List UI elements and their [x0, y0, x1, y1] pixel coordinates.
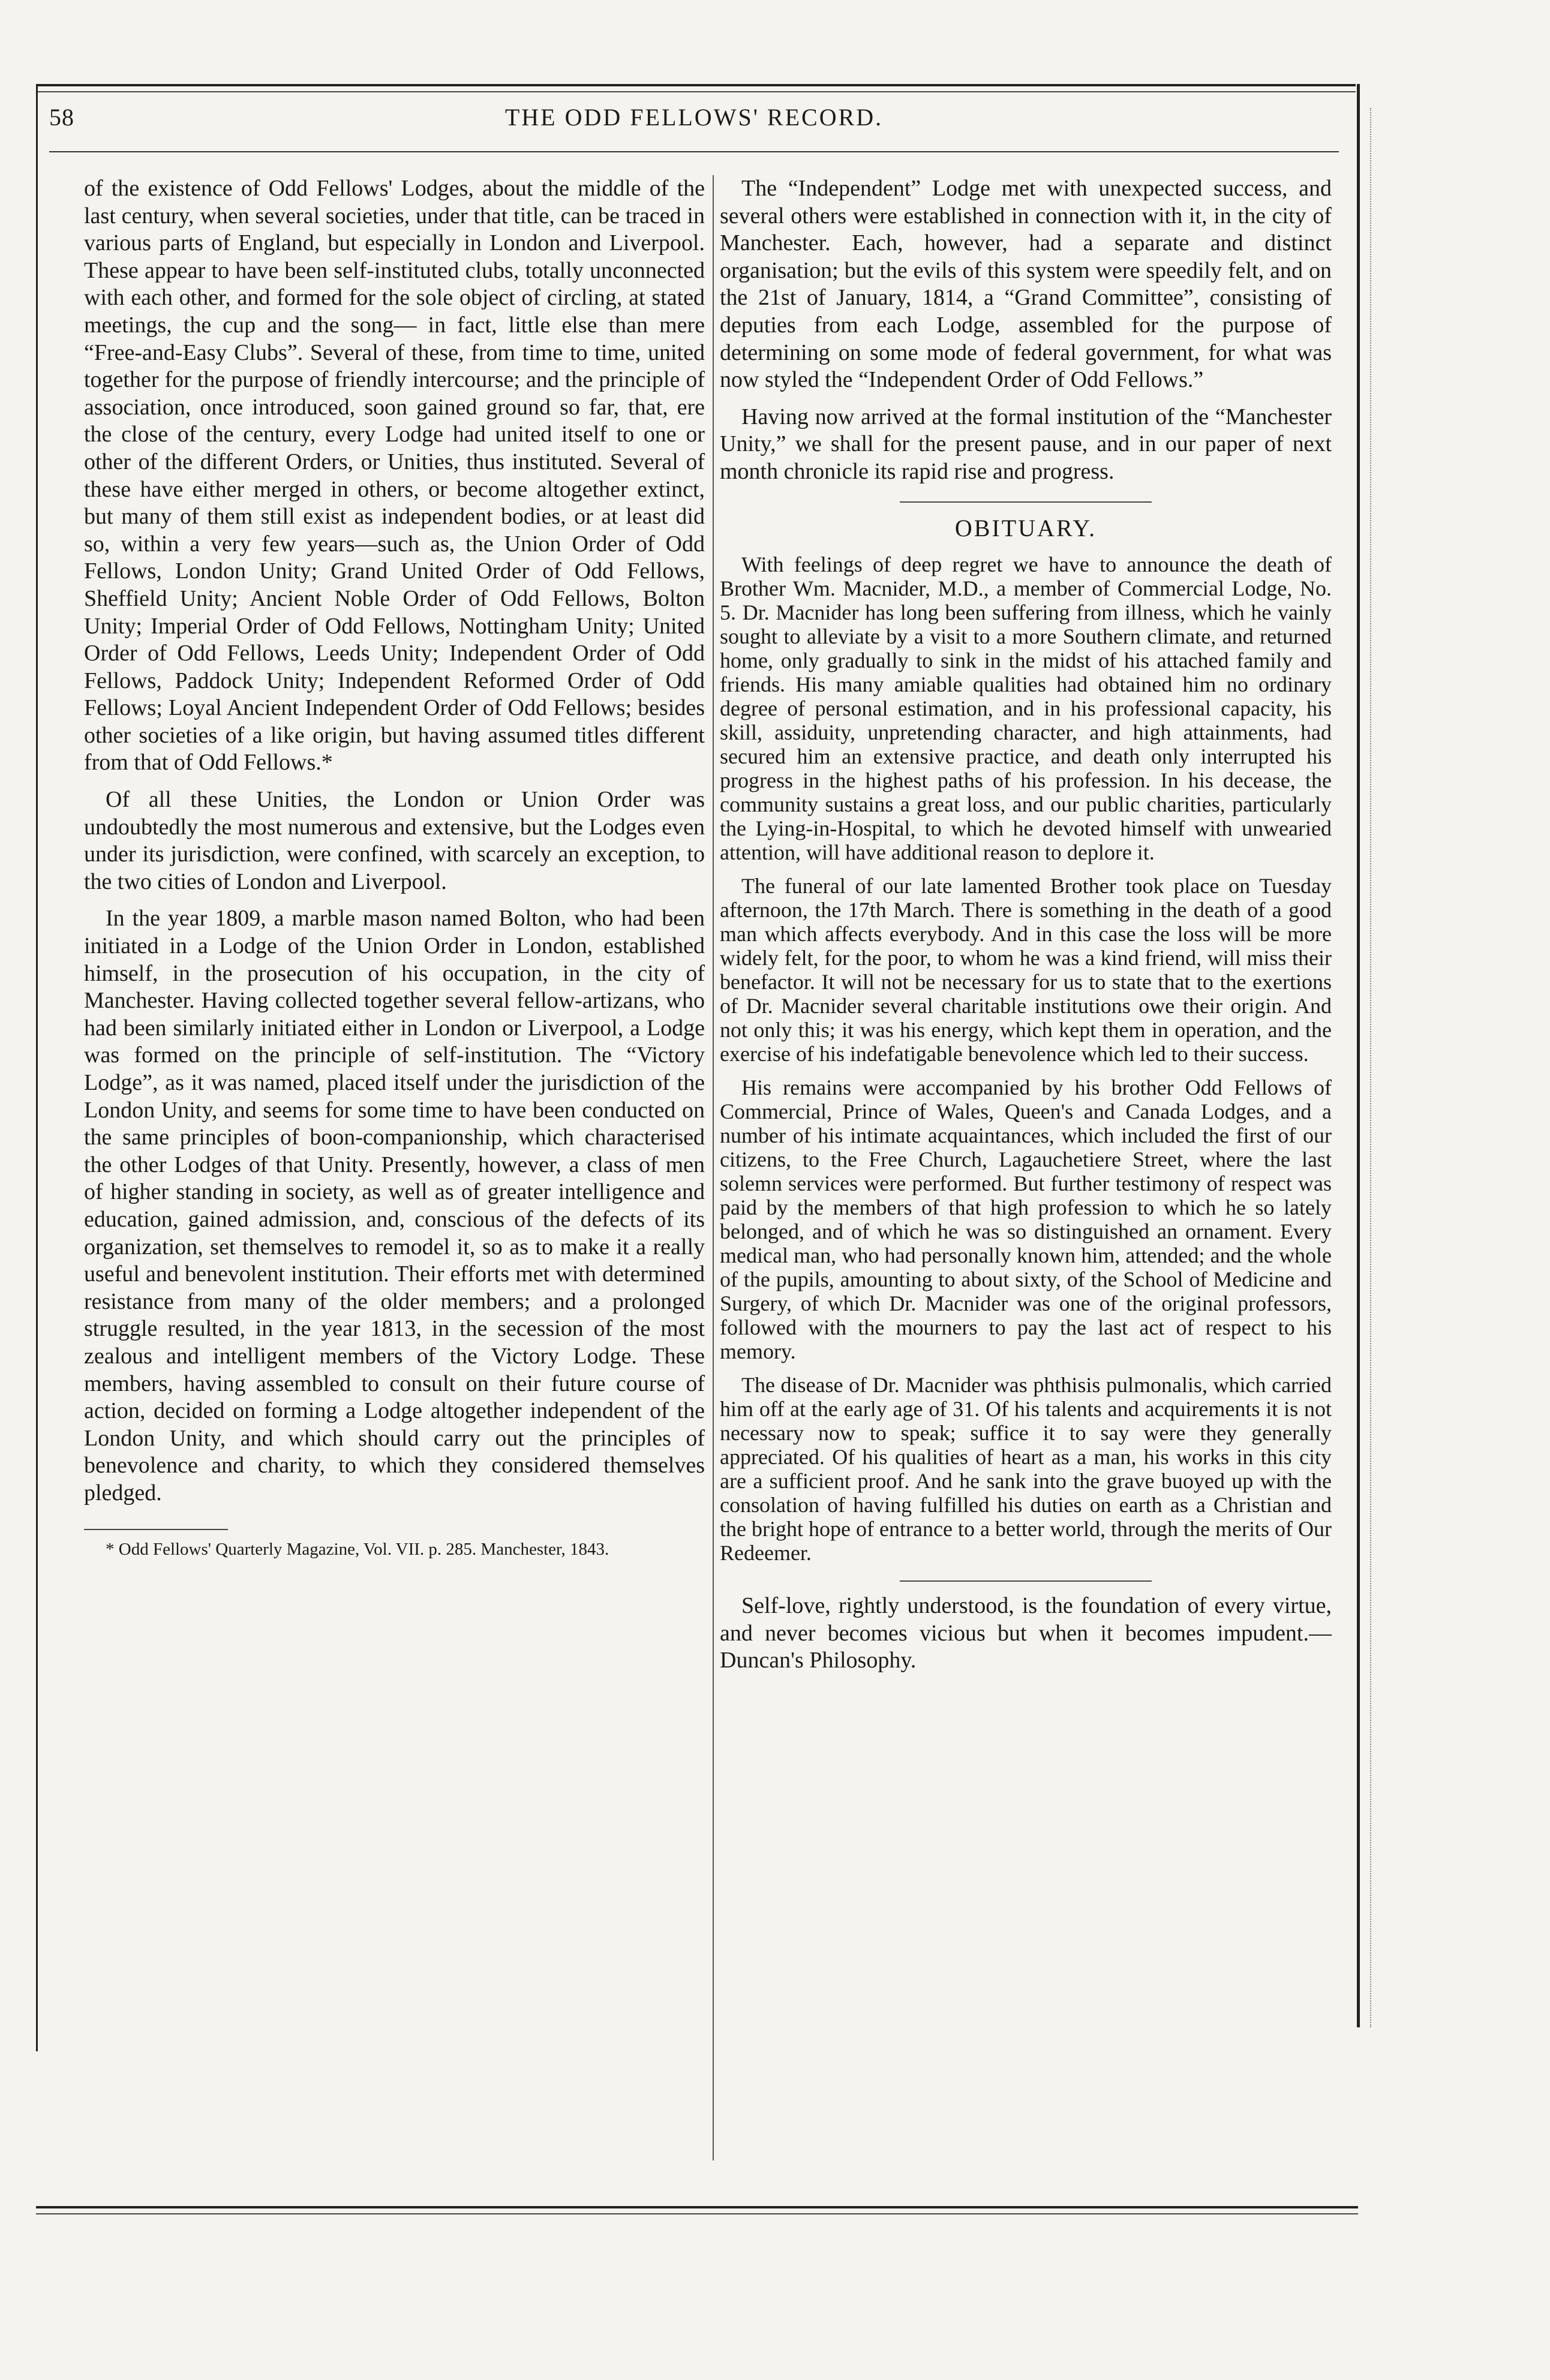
page-frame-top-inner [36, 91, 1356, 92]
footnote-rule [84, 1529, 228, 1530]
page-frame-bottom [36, 2206, 1358, 2208]
page-frame-right-bleed [1370, 108, 1371, 2027]
right-paragraph-2: Having now arrived at the formal institution of the “Manchester Unity,” we shall for the present pause, and in our paper of next month chronicle its rapid rise and progress. [720, 404, 1332, 484]
page-frame-right [1357, 84, 1360, 2027]
page-frame-bottom-inner [36, 2213, 1358, 2214]
obituary-paragraph-4: The disease of Dr. Macnider was phthisis pulmonalis, which carried him off at the early age of 31. Of his talents and acquirements it is not necessary now to speak; suffice it to say were they generally appreciated. Of his qualities of heart as a man, his works in this city are a sufficient proof. And he sank into the grave buoyed up with the consolation of having fulfilled his duties on earth as a Christian and the bright hope of entrance to a better world, through the merits of Our Redeemer. [720, 1373, 1332, 1565]
left-column [84, 175, 705, 1570]
footnote: * Odd Fellows' Quarterly Magazine, Vol. VII. p. 285. Manchester, 1843. [106, 1539, 609, 1559]
section-rule [900, 501, 1152, 503]
left-paragraph-1: of the existence of Odd Fellows' Lodges, about the middle of the last century, when several societies, under that title, can be traced in various parts of England, but especially in London and Liverpool. These appear to have been self-instituted clubs, totally unconnected with each other, and formed for the sole object of circling, at stated meetings, the cup and the song— in fact, little else than mere “Free-and-Easy Clubs”. Several of these, from time to time, united together for the purpose of friendly intercourse; and the principle of association, once introduced, soon gained ground so far, that, ere the close of the century, every Lodge had united itself to one or other of the different Orders, or Unities, thus instituted. Several of these have either merged in others, or become altogether extinct, but many of them still exist as independent bodies, or at least did so, within a very few years—such as, the Union Order of Odd Fellows, London Unity; Grand United Order of Odd Fellows, Sheffield Unity; Ancient Noble Order of Odd Fellows, Bolton Unity; Imperial Order of Odd Fellows, Nottingham Unity; United Order of Odd Fellows, Leeds Unity; Independent Order of Odd Fellows, Paddock Unity; Independent Reformed Order of Odd Fellows; Loyal Ancient Independent Order of Odd Fellows; besides other societies of a like origin, but having assumed titles different from that of Odd Fellows.* [84, 176, 705, 776]
obituary-paragraph-2: The funeral of our late lamented Brother took place on Tuesday afternoon, the 17th March. There is something in the death of a good man which affects everybody. And in this case the loss will be more widely felt, for the poor, to whom he was a kind friend, will miss their benefactor. It will not be necessary for us to state that to the exertions of Dr. Macnider several charitable institutions owe their origin. And not only this; it was his energy, which kept them in operation, and the exercise of his indefatigable benevolence which led to their success. [720, 874, 1332, 1066]
closing-rule [900, 1580, 1152, 1582]
right-paragraph-1: The “Independent” Lodge met with unexpected success, and several others were established in connection with it, in the city of Manchester. Each, however, had a separate and distinct organisation; but the evils of this system were speedily felt, and on the 21st of January, 1814, a “Grand Committee”, consisting of deputies from each Lodge, assembled for the purpose of determining on some mode of federal government, for what was now styled the “Independent Order of Odd Fellows.” [720, 176, 1332, 393]
closing-quote: Self-love, rightly understood, is the foundation of every virtue, and never becomes vicious but when it becomes impudent.—Duncan's Philosophy. [720, 1593, 1332, 1673]
obituary-paragraph-1: With feelings of deep regret we have to announce the death of Brother Wm. Macnider, M.D., a member of Commercial Lodge, No. 5. Dr. Macnider has long been suffering from illness, which he vainly sought to alleviate by a visit to a more Southern climate, and returned home, only gradually to sink in the midst of his attached family and friends. His many amiable qualities had obtained him no ordinary degree of personal estimation, and in his professional capacity, his skill, assiduity, unpretending character, and high attainments, had secured him an extensive practice, and death only interrupted his progress in the highest paths of his profession. In his decease, the community sustains a great loss, and our public charities, particularly the Lying-in-Hospital, to which he devoted himself with unwearied attention, will have additional reason to deplore it. [720, 552, 1332, 865]
obituary-body [720, 552, 1332, 1565]
page-number: 58 [49, 104, 74, 131]
obituary-paragraph-3: His remains were accompanied by his brother Odd Fellows of Commercial, Prince of Wales, Queen's and Canada Lodges, and a number of his intimate acquaintances, which included the first of our citizens, to the Free Church, Lagauchetiere Street, where the last solemn services were performed. But further testimony of respect was paid by the members of that high profession to which he so lately belonged, and of which he was so distinguished an ornament. Every medical man, who had personally known him, attended; and the whole of the pupils, amounting to about sixty, of the School of Medicine and Surgery, of which Dr. Macnider was one of the original professors, followed with the mourners to pay the last act of respect to his memory. [720, 1075, 1332, 1364]
left-paragraph-2: Of all these Unities, the London or Union Order was undoubtedly the most numerous and extensive, but the Lodges even under its jurisdiction, were confined, with scarcely an exception, to the two cities of London and Liverpool. [84, 787, 705, 894]
running-title: THE ODD FELLOWS' RECORD. [504, 104, 884, 131]
column-divider [713, 175, 714, 2160]
header-rule [49, 151, 1339, 152]
page-header [49, 103, 1339, 145]
right-column [720, 175, 1332, 1684]
page-frame-left [36, 84, 38, 2051]
page-frame-top [36, 84, 1356, 86]
left-paragraph-3: In the year 1809, a marble mason named Bolton, who had been initiated in a Lodge of the Union Order in London, established himself, in the prosecution of his occupation, in the city of Manchester. Having collected together several fellow-artizans, who had been similarly initiated either in London or Liverpool, a Lodge was formed on the principle of self-institution. The “Victory Lodge”, as it was named, placed itself under the jurisdiction of the London Unity, and seems for some time to have been conducted on the same principles of boon-companionship, which characterised the other Lodges of that Unity. Presently, however, a class of men of higher standing in society, as well as of greater intelligence and education, gained admission, and, conscious of the defects of its organization, set themselves to remodel it, so as to make it a really useful and benevolent institution. Their efforts met with determined resistance from many of the older members; and a prolonged struggle resulted, in the year 1813, in the secession of the most zealous and intelligent members of the Victory Lodge. These members, having assembled to consult on their future course of action, decided on forming a Lodge altogether independent of the London Unity, and which should carry out the principles of benevolence and charity, to which they considered themselves pledged. [84, 906, 705, 1505]
obituary-heading: OBITUARY. [954, 514, 1097, 542]
